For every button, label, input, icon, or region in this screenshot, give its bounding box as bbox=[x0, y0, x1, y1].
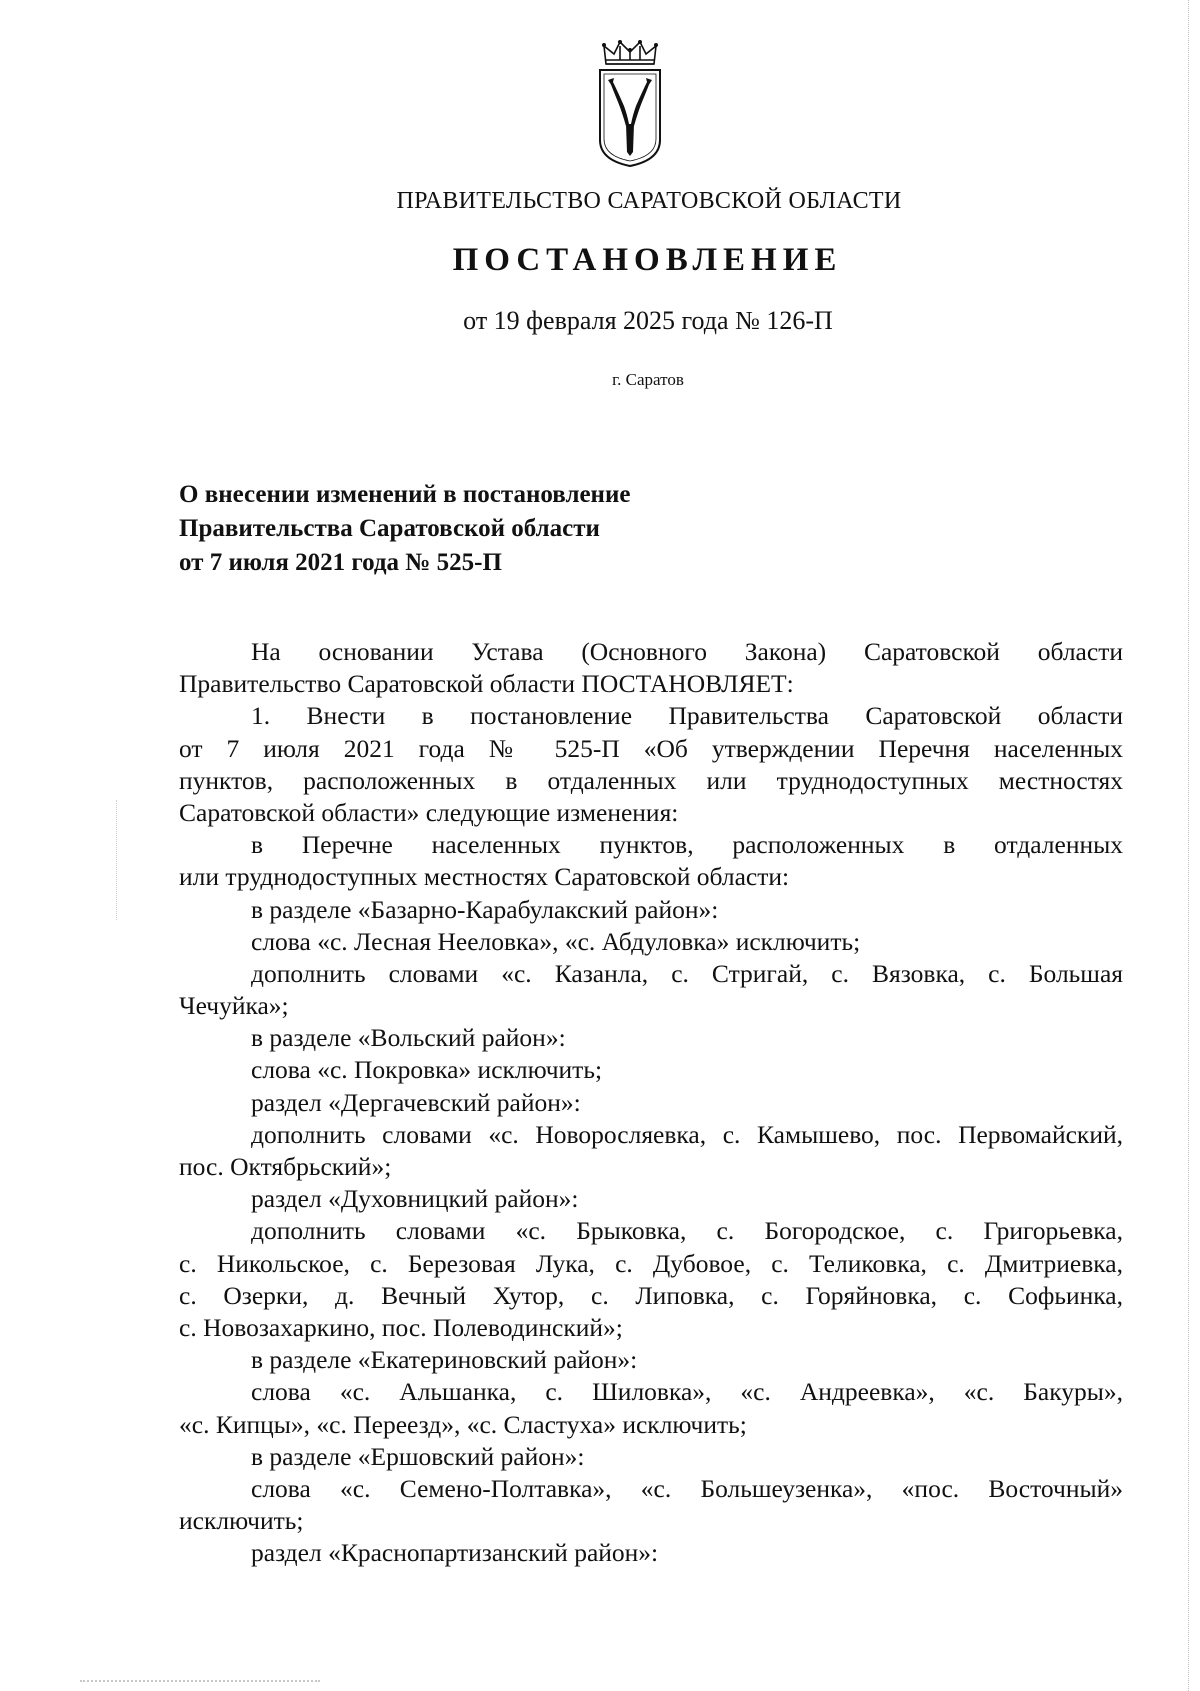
body-line: 1. Внести в постановление Правительства Саратовской области bbox=[251, 701, 1123, 731]
body-line: от 7 июля 2021 года № 525-П «Об утверждении Перечня населенных bbox=[179, 733, 1123, 763]
body-line: в разделе «Ершовский район»: bbox=[251, 1441, 585, 1471]
body-line: «с. Кипцы», «с. Переезд», «с. Сластуха» исключить; bbox=[179, 1409, 747, 1439]
body-line: с. Новозахаркино, пос. Полеводинский»; bbox=[179, 1312, 623, 1342]
body-line: или труднодоступных местностях Саратовской области: bbox=[179, 862, 790, 892]
body-line: пос. Октябрьский»; bbox=[179, 1152, 392, 1181]
body-line: Саратовской области» следующие изменения: bbox=[179, 797, 679, 827]
body-line: в разделе «Екатериновский район»: bbox=[251, 1345, 638, 1375]
scan-noise-mark bbox=[116, 800, 118, 920]
body-line: дополнить словами «с. Казанла, с. Стригай, с. Вязовка, с. Большая bbox=[251, 958, 1123, 988]
body-line: с. Никольское, с. Березовая Лука, с. Дубовое, с. Теликовка, с. Дмитриевка, bbox=[179, 1248, 1123, 1278]
body-line: раздел «Духовницкий район»: bbox=[251, 1184, 579, 1214]
subject-line: О внесении изменений в постановление bbox=[179, 481, 631, 508]
body-line: пунктов, расположенных в отдаленных или труднодоступных местностях bbox=[179, 765, 1123, 795]
scan-noise-mark bbox=[80, 1680, 320, 1686]
body-line: слова «с. Лесная Нееловка», «с. Абдуловка» исключить; bbox=[251, 926, 861, 956]
body-line: исключить; bbox=[179, 1506, 304, 1536]
subject-line: от 7 июля 2021 года № 525-П bbox=[179, 549, 502, 576]
coat-of-arms-icon bbox=[596, 40, 664, 168]
document-city: г. Саратов bbox=[612, 370, 684, 389]
scan-edge-mark bbox=[1188, 0, 1190, 1691]
document-subject bbox=[179, 478, 779, 580]
body-line: с. Озерки, д. Вечный Хутор, с. Липовка, с. Горяйновка, с. Софьинка, bbox=[179, 1280, 1123, 1310]
body-line: в разделе «Вольский район»: bbox=[251, 1023, 566, 1053]
body-line: дополнить словами «с. Новоросляевка, с. Камышево, пос. Первомайский, bbox=[251, 1119, 1123, 1149]
body-line: раздел «Дергачевский район»: bbox=[251, 1087, 581, 1117]
body-line: Правительство Саратовской области ПОСТАНОВЛЯЕТ: bbox=[179, 669, 794, 699]
body-line: На основании Устава (Основного Закона) Саратовской области bbox=[251, 637, 1123, 666]
body-line: слова «с. Альшанка, с. Шиловка», «с. Андреевка», «с. Бакуры», bbox=[251, 1377, 1123, 1407]
body-line: Чечуйка»; bbox=[179, 991, 289, 1021]
body-line: слова «с. Семено-Полтавка», «с. Большеузенка», «пос. Восточный» bbox=[251, 1473, 1123, 1503]
document-type: ПОСТАНОВЛЕНИЕ bbox=[452, 242, 843, 278]
body-line: в разделе «Базарно-Карабулакский район»: bbox=[251, 894, 719, 924]
body-line: слова «с. Покровка» исключить; bbox=[251, 1055, 603, 1085]
government-title: ПРАВИТЕЛЬСТВО САРАТОВСКОЙ ОБЛАСТИ bbox=[396, 188, 902, 214]
body-line: дополнить словами «с. Брыковка, с. Богородское, с. Григорьевка, bbox=[251, 1216, 1123, 1246]
document-date-number: от 19 февраля 2025 года № 126-П bbox=[463, 306, 833, 335]
body-line: раздел «Краснопартизанский район»: bbox=[251, 1538, 659, 1568]
subject-line: Правительства Саратовской области bbox=[179, 515, 600, 542]
body-line: в Перечне населенных пунктов, расположенных в отдаленных bbox=[251, 830, 1123, 860]
document-body bbox=[179, 636, 1123, 1569]
